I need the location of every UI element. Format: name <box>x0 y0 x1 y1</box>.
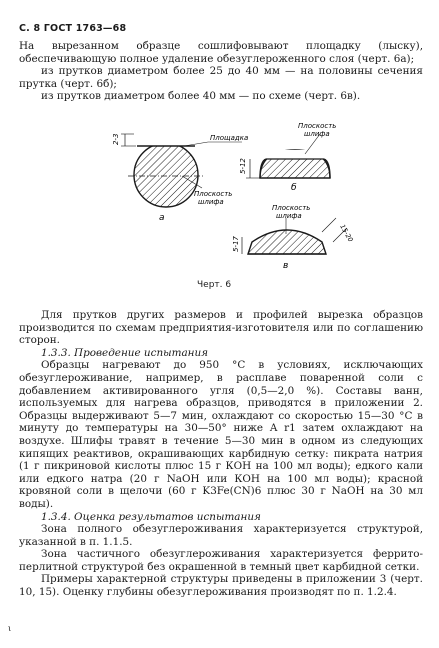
ploskost-label-b: Плоскость <box>298 122 337 130</box>
paragraph-1: На вырезанном образце сошлифовывают площадку (лыску), обеспечивающую полное удаление обезуглероженного слоя (черт. 6а); <box>19 40 423 65</box>
paragraph-3: из прутков диаметром более 40 мм — по схеме (черт. 6в). <box>41 90 361 103</box>
figure-caption: Черт. 6 <box>197 280 232 290</box>
sub-figure-a <box>112 134 248 223</box>
ploskost-label-v: Плоскость <box>272 204 311 212</box>
paragraph-8: Примеры характерной структуры приведены в приложении 3 (черт. 10, 15). Оценку глубины обезуглероживания производят по п. 1.2.4. <box>19 573 423 599</box>
sub-label-b: б <box>291 183 297 193</box>
sub-figure-b <box>239 122 336 193</box>
shlifa-label-a: шлифа <box>198 198 224 206</box>
sub-label-v: в <box>283 261 289 271</box>
paragraph-5: Образцы нагревают до 950 °С в условиях, исключающих обезуглероживание, например, в расплаве поваренной соли с добавлением активированного угля (0,5—2,0 %). Составы ванн, используемых для нагрева образцов, приводятся в приложении 2. Образцы выдерживают 5—7 мин, охлаждают со скоростью 15—30 °С в минуту до температуры на 30—50° ниже A r1 затем охлаждают на воздухе. Шлифы травят в течение 5—30 мин в одном из следующих кипящих реактивов, окрашивающих карбидную сетку: пикрата натрия (1 г пикриновой кислоты плюс 15 г КОН на 100 мл воды); едкого кали или едкого натра (20 г NaOH или КОН на 100 мл воды); красной кровяной соли в щелочи (60 г K3Fe(CN)6 плюс 30 г NaOH на 30 мл воды). <box>19 359 423 510</box>
ploskost-label-a: Плоскость <box>194 190 233 198</box>
ploshchadka-label: Площадка <box>210 134 249 142</box>
dim-2-3-label: 2-3 <box>112 133 120 145</box>
shlifa-label-b: шлифа <box>304 130 330 138</box>
margin-mark: ι <box>8 624 12 633</box>
page-header: С. 8 ГОСТ 1763—68 <box>19 23 127 34</box>
paragraph-4: Для прутков других размеров и профилей вырезка образцов производится по схемам предприятия-изготовителя или по соглашению сторон. <box>19 309 423 347</box>
main-text <box>19 309 423 599</box>
sub-label-a: а <box>159 213 165 223</box>
intro-text <box>19 40 423 103</box>
dim-5-12-label: 5-12 <box>239 158 247 174</box>
heading-1-3-3: 1.3.3. Проведение испытания <box>41 346 209 359</box>
sub-figure-v <box>232 204 355 271</box>
dim-15-20-label: 15-20 <box>338 223 355 244</box>
figure-6 <box>90 114 370 299</box>
dim-5-17-label: 5-17 <box>232 236 240 252</box>
paragraph-2: из прутков диаметром более 25 до 40 мм — на половины сечения прутка (черт. 6б); <box>19 65 423 90</box>
paragraph-7: Зона частичного обезуглероживания характеризуется феррито-перлитной структурой без окрашенной в темный цвет карбидной сетки. <box>19 548 423 573</box>
shlifa-label-v: шлифа <box>276 212 302 220</box>
paragraph-6: Зона полного обезуглероживания характеризуется структурой, указанной в п. 1.1.5. <box>19 523 423 548</box>
heading-1-3-4: 1.3.4. Оценка результатов испытания <box>41 510 261 523</box>
figure-6-drawing <box>90 114 370 299</box>
